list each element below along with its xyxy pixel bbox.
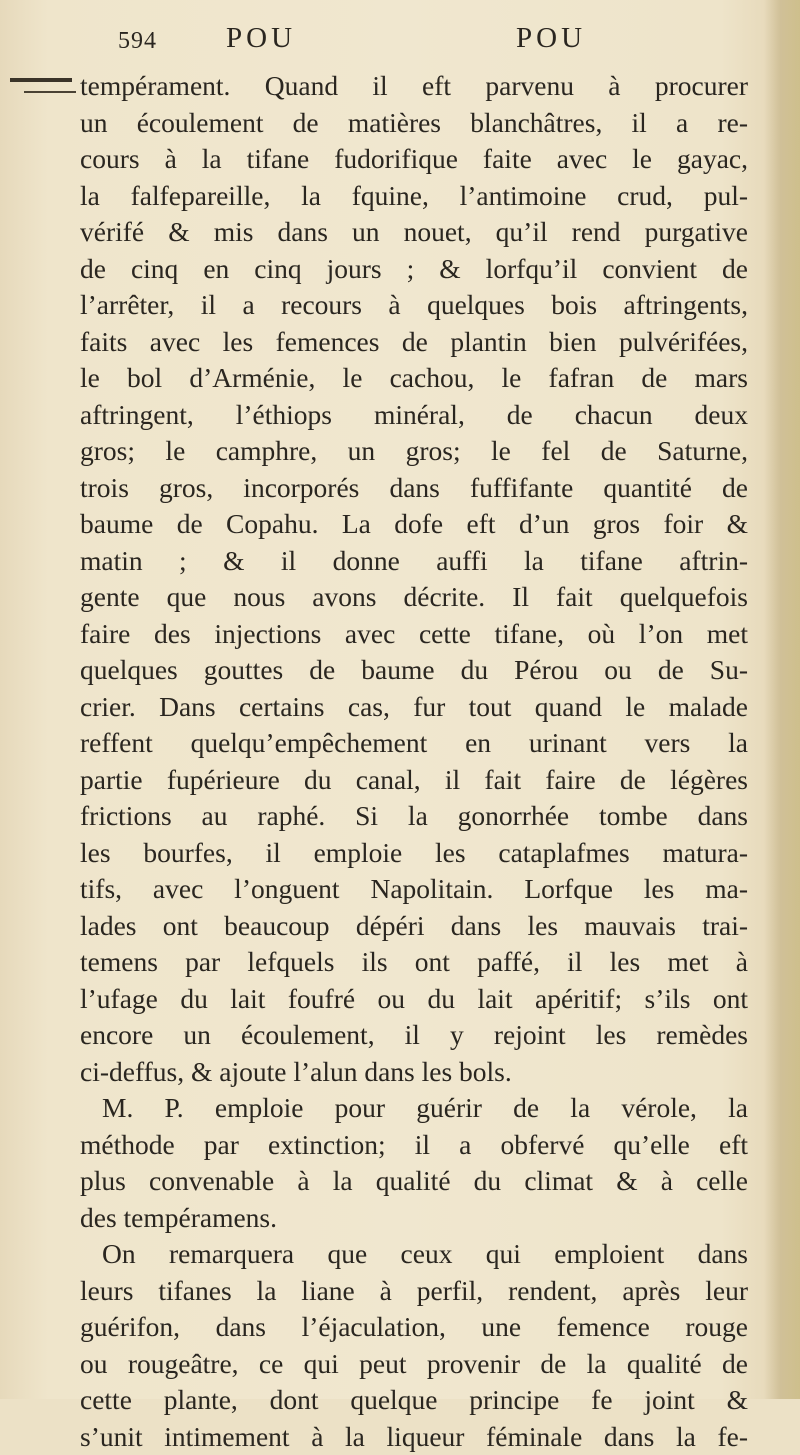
text-line: guérifon, dans l’éjaculation, une femence rouge bbox=[80, 1309, 748, 1346]
running-head-left: POU bbox=[226, 22, 296, 55]
text-line: tempérament. Quand il eft parvenu à procurer bbox=[80, 68, 748, 105]
text-line: l’ufage du lait foufré ou du lait apéritif; s’ils ont bbox=[80, 981, 748, 1018]
page-header bbox=[118, 16, 738, 56]
text-line: baume de Copahu. La dofe eft d’un gros foir & bbox=[80, 506, 748, 543]
text-line-paragraph-end: des tempéramens. bbox=[80, 1200, 748, 1237]
printed-rule-thin bbox=[24, 91, 76, 93]
text-line: faire des injections avec cette tifane, où l’on met bbox=[80, 616, 748, 653]
text-line: méthode par extinction; il a obfervé qu’elle eft bbox=[80, 1127, 748, 1164]
text-line: quelques gouttes de baume du Pérou ou de Su- bbox=[80, 652, 748, 689]
text-line: trois gros, incorporés dans fuffifante quantité de bbox=[80, 470, 748, 507]
text-line: tifs, avec l’onguent Napolitain. Lorfque les ma- bbox=[80, 871, 748, 908]
text-line: encore un écoulement, il y rejoint les remèdes bbox=[80, 1017, 748, 1054]
text-line-paragraph-end: ci-deffus, & ajoute l’alun dans les bols. bbox=[80, 1054, 748, 1091]
text-line-paragraph-start: M. P. emploie pour guérir de la vérole, la bbox=[80, 1090, 748, 1127]
page-number: 594 bbox=[118, 28, 157, 55]
text-line: faits avec les femences de plantin bien pulvérifées, bbox=[80, 324, 748, 361]
text-line: ou rougeâtre, ce qui peut provenir de la qualité de bbox=[80, 1346, 748, 1383]
body-text bbox=[80, 68, 748, 1455]
text-line: cette plante, dont quelque principe fe joint & bbox=[80, 1382, 748, 1419]
text-line: s’unit intimement à la liqueur féminale dans la fe- bbox=[80, 1419, 748, 1455]
text-line: temens par lefquels ils ont paffé, il les met à bbox=[80, 944, 748, 981]
text-line: vérifé & mis dans un nouet, qu’il rend purgative bbox=[80, 214, 748, 251]
text-line: plus convenable à la qualité du climat & à celle bbox=[80, 1163, 748, 1200]
text-line: cours à la tifane fudorifique faite avec le gayac, bbox=[80, 141, 748, 178]
text-line: gros; le camphre, un gros; le fel de Saturne, bbox=[80, 433, 748, 470]
text-line: matin ; & il donne auffi la tifane aftrin- bbox=[80, 543, 748, 580]
text-line: aftringent, l’éthiops minéral, de chacun deux bbox=[80, 397, 748, 434]
page-edge-shadow bbox=[764, 0, 800, 1399]
printed-rule bbox=[10, 78, 72, 82]
text-line: leurs tifanes la liane à perfil, rendent, après leur bbox=[80, 1273, 748, 1310]
text-line: partie fupérieure du canal, il fait faire de légères bbox=[80, 762, 748, 799]
text-line: crier. Dans certains cas, fur tout quand le malade bbox=[80, 689, 748, 726]
text-line: frictions au raphé. Si la gonorrhée tombe dans bbox=[80, 798, 748, 835]
text-line: les bourfes, il emploie les cataplafmes matura- bbox=[80, 835, 748, 872]
text-line: l’arrêter, il a recours à quelques bois aftringents, bbox=[80, 287, 748, 324]
text-line: un écoulement de matières blanchâtres, il a re- bbox=[80, 105, 748, 142]
text-line: le bol d’Arménie, le cachou, le fafran de mars bbox=[80, 360, 748, 397]
running-head-right: POU bbox=[516, 22, 586, 55]
text-line: reffent quelqu’empêchement en urinant vers la bbox=[80, 725, 748, 762]
text-line: gente que nous avons décrite. Il fait quelquefois bbox=[80, 579, 748, 616]
text-line-paragraph-start: On remarquera que ceux qui emploient dans bbox=[80, 1236, 748, 1273]
text-line: de cinq en cinq jours ; & lorfqu’il convient de bbox=[80, 251, 748, 288]
text-line: la falfepareille, la fquine, l’antimoine crud, pul- bbox=[80, 178, 748, 215]
text-line: lades ont beaucoup dépéri dans les mauvais trai- bbox=[80, 908, 748, 945]
